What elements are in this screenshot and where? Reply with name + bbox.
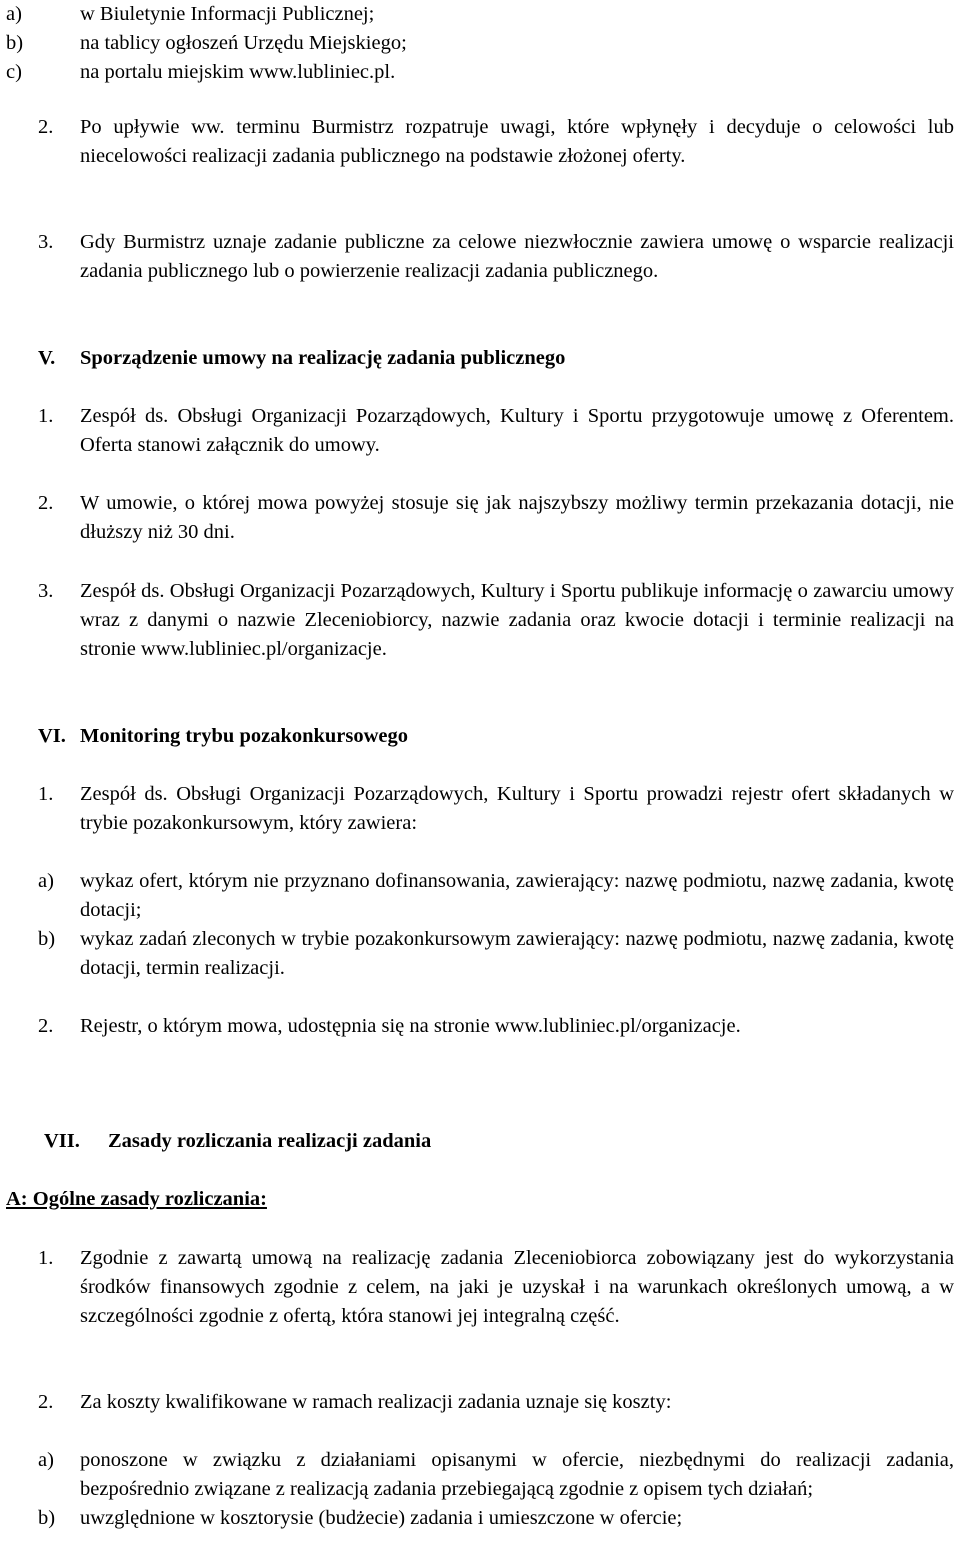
item-label: 1. (38, 1247, 54, 1269)
numbered-paragraph (0, 577, 960, 664)
list-item (0, 228, 960, 286)
item-text: Zgodnie z zawartą umową na realizację zadania Zleceniobiorca zobowiązany jest do wykorzystania środków finansowych zgodnie z celem, na jaki je uzyskał i na warunkach określonych umową, a w szczególności zgodnie z ofertą, która stanowi jej integralną część. (80, 1247, 954, 1327)
list-item (0, 1504, 960, 1533)
item-label: 3. (38, 580, 54, 602)
item-label: 2. (38, 116, 54, 138)
item-label: 1. (38, 783, 54, 805)
section-title: Sporządzenie umowy na realizację zadania publicznego (80, 347, 566, 369)
list-item (0, 780, 960, 838)
item-text: w Biuletynie Informacji Publicznej; (80, 3, 375, 25)
item-label: a) (38, 1449, 54, 1471)
list-item (0, 1388, 960, 1417)
item-text: wykaz zadań zleconych w trybie pozakonkursowym zawierający: nazwę podmiotu, nazwę zadania, kwotę dotacji, termin realizacji. (80, 928, 954, 979)
item-label: 2. (38, 1391, 54, 1413)
item-text: na portalu miejskim www.lubliniec.pl. (80, 61, 396, 83)
item-text: Za koszty kwalifikowane w ramach realizacji zadania uznaje się koszty: (80, 1391, 672, 1413)
item-text: Gdy Burmistrz uznaje zadanie publiczne za celowe niezwłocznie zawiera umowę o wsparcie realizacji zadania publicznego lub o powierzenie realizacji zadania publicznego. (80, 231, 954, 282)
item-text: na tablicy ogłoszeń Urzędu Miejskiego; (80, 32, 407, 54)
list-item (0, 489, 960, 547)
list-item (0, 113, 960, 171)
item-label: c) (6, 61, 22, 83)
numbered-paragraph (0, 1012, 960, 1041)
list-item (0, 925, 960, 983)
item-text: Zespół ds. Obsługi Organizacji Pozarządowych, Kultury i Sportu przygotowuje umowę z Oferentem. Oferta stanowi załącznik do umowy. (80, 405, 954, 456)
item-label: b) (38, 928, 56, 950)
item-label: 3. (38, 231, 54, 253)
item-label: b) (6, 32, 24, 54)
section-number: VI. (38, 725, 66, 747)
item-label: 1. (38, 405, 54, 427)
item-label: b) (38, 1507, 56, 1529)
item-text: Rejestr, o którym mowa, udostępnia się na stronie www.lubliniec.pl/organizacje. (80, 1015, 741, 1037)
subsection-heading: A: Ogólne zasady rozliczania: (6, 1188, 267, 1210)
list-item (0, 1244, 960, 1331)
item-text: ponoszone w związku z działaniami opisanymi w ofercie, niezbędnymi do realizacji zadania, bezpośrednio związane z realizacją zadania przebiegającą zgodnie z opisem tych działań; (80, 1449, 954, 1500)
section-heading (0, 722, 960, 751)
numbered-paragraph (0, 780, 960, 838)
item-text: uwzględnione w kosztorysie (budżecie) zadania i umieszczone w ofercie; (80, 1507, 683, 1529)
list-item (0, 1012, 960, 1041)
section-number: VII. (44, 1130, 80, 1152)
list-item (0, 402, 960, 460)
section-title: Monitoring trybu pozakonkursowego (80, 725, 409, 747)
item-label: 2. (38, 1015, 54, 1037)
sub-list (0, 867, 960, 983)
numbered-paragraph (0, 489, 960, 547)
list-item (0, 867, 960, 925)
item-text: Zespół ds. Obsługi Organizacji Pozarządowych, Kultury i Sportu prowadzi rejestr ofert składanych w trybie pozakonkursowym, który zawiera: (80, 783, 954, 834)
section-title: Zasady rozliczania realizacji zadania (108, 1130, 432, 1152)
sub-list (0, 1446, 960, 1533)
item-label: 2. (38, 492, 54, 514)
numbered-paragraph (0, 113, 960, 171)
numbered-paragraph (0, 228, 960, 286)
section-number: V. (38, 347, 56, 369)
numbered-paragraph (0, 1244, 960, 1331)
section-heading (0, 1127, 960, 1156)
list-item (0, 0, 960, 29)
channel-list (0, 0, 960, 87)
item-text: W umowie, o której mowa powyżej stosuje się jak najszybszy możliwy termin przekazania dotacji, nie dłuższy niż 30 dni. (80, 492, 954, 543)
list-item (0, 58, 960, 87)
list-item (0, 1446, 960, 1504)
numbered-paragraph (0, 1388, 960, 1417)
item-label: a) (6, 3, 22, 25)
item-text: wykaz ofert, którym nie przyznano dofinansowania, zawierający: nazwę podmiotu, nazwę zadania, kwotę dotacji; (80, 870, 954, 921)
item-text: Po upływie ww. terminu Burmistrz rozpatruje uwagi, które wpłynęły i decyduje o celowości lub niecelowości realizacji zadania publicznego na podstawie złożonej oferty. (80, 116, 954, 167)
numbered-paragraph (0, 402, 960, 460)
section-heading (0, 344, 960, 373)
item-text: Zespół ds. Obsługi Organizacji Pozarządowych, Kultury i Sportu publikuje informację o zawarciu umowy wraz z danymi o nazwie Zleceniobiorcy, nazwie zadania oraz kwocie dotacji i terminie realizacji na stronie www.lubliniec.pl/organizacje. (80, 580, 954, 660)
list-item (0, 577, 960, 664)
list-item (0, 29, 960, 58)
item-label: a) (38, 870, 54, 892)
